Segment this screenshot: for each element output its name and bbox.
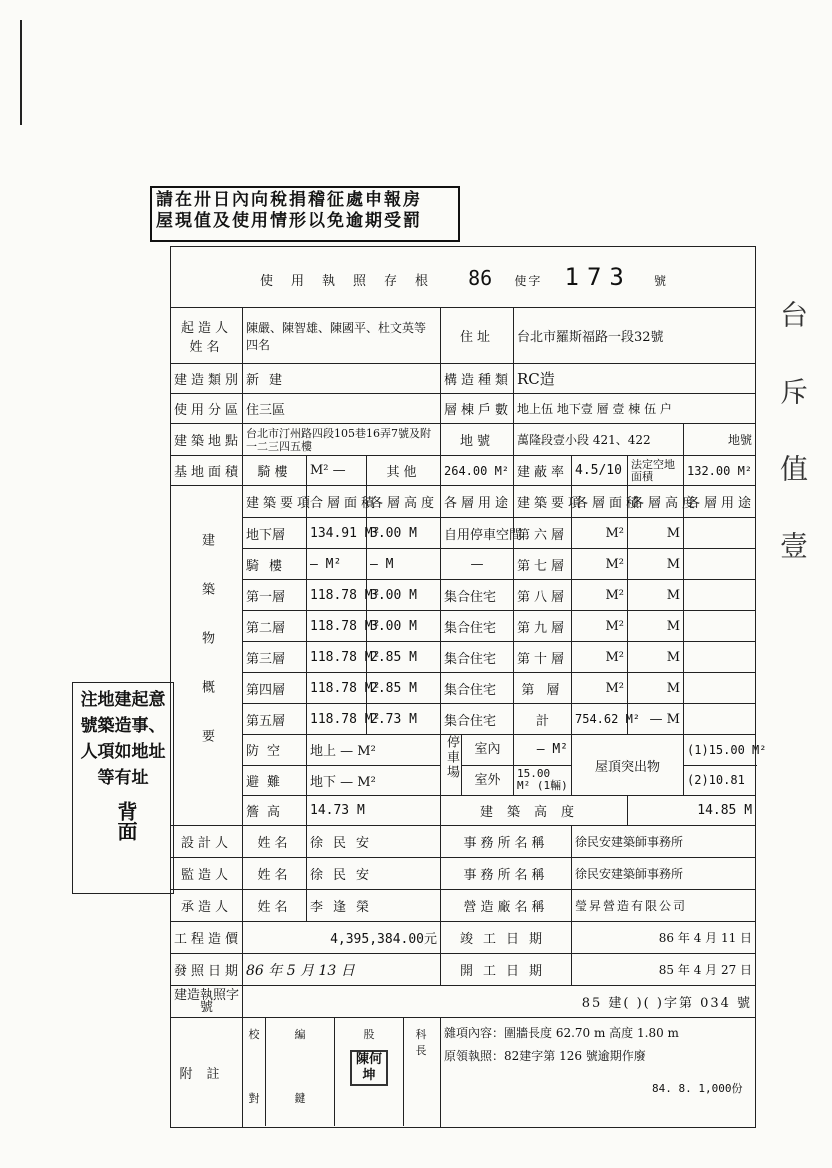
floor-use: 集合住宅 [441,704,514,735]
check-label: 校 [248,1028,260,1041]
coverage-value: 4.5/10 [572,456,628,486]
start-label: 開工日期 [441,954,572,986]
designer-office: 徐民安建築師事務所 [572,826,756,858]
contractor-name-label: 姓名 [243,890,307,922]
permit-value: 85 建( )( )字第 034 號 [243,986,756,1018]
side-note-back: 背面 [114,801,138,841]
floor-name-right: 第八層 [514,580,572,611]
shelter-label: 防空 [243,735,307,766]
floor-name: 第四層 [243,673,307,704]
floor-height: 2.85 M [367,642,441,673]
notes-line-1: 雜項內容：圍牆長度 62.70 m 高度 1.80 m [444,1026,679,1040]
cost-value: 4,395,384.00元 [243,922,441,954]
floor-area-right: M² [572,611,628,642]
floor-use: 集合住宅 [441,673,514,704]
notes-content [441,1018,756,1128]
outdoor-value: 15.00 M² (1輛) [514,765,572,796]
table-row [171,549,756,580]
building-summary-label [171,486,243,826]
floor-name: 第一層 [243,580,307,611]
lot-value: 萬隆段壹小段 421、422 [514,424,684,456]
designer-name: 徐民安 [307,826,441,858]
arcade-label: 騎樓 [243,456,307,486]
col-header-2: 合層面積 [307,486,367,518]
applicant-value: 陳嚴、陳智雄、陳國平、杜文英等四名 [243,308,441,364]
floor-area-right: M² [572,673,628,704]
floors-label: 層棟戶數 [441,394,514,424]
floor-use-right [684,673,756,704]
floor-area: 118.78 M² [307,642,367,673]
col-header-7: 各層高度 [628,486,684,518]
col-header-4: 各層用途 [441,486,514,518]
table-row [171,611,756,642]
approval-block [243,1018,441,1128]
section-label: 股 [363,1028,375,1041]
key-label: 鍵 [294,1092,306,1105]
contractor-name: 李逢榮 [307,890,441,922]
cost-label: 工程造價 [171,922,243,954]
table-row [171,642,756,673]
permit-label: 建造執照字號 [171,986,243,1018]
base-area-label: 基地面積 [171,456,243,486]
shelter-above: 地上 — M² [307,735,441,766]
notes-line-2: 原領執照：82建字第 126 號逾期作廢 [444,1049,646,1063]
floor-name: 地下層 [243,518,307,549]
issue-value: 86 年 5 月 13 日 [243,954,441,986]
complete-value: 86 年 4 月 11 日 [572,922,756,954]
applicant-label: 起造人姓名 [171,308,243,364]
parking-label [441,735,514,796]
col-header-8: 各層用途 [684,486,756,518]
floor-height-right: M [628,580,684,611]
indoor-value: — M² [514,735,572,766]
structure-value: RC造 [514,364,756,394]
lot-suffix: 地號 [684,424,756,456]
designer-office-label: 事務所名稱 [441,826,572,858]
site-label: 建築地點 [171,424,243,456]
supervisor-office: 徐民安建築師事務所 [572,858,756,890]
floor-name-right: 第 層 [514,673,572,704]
floor-area-right: M² [572,642,628,673]
floor-area: 134.91 M² [307,518,367,549]
side-note-text: 注地建起意號築造事、人項如地址等有址 [80,690,166,788]
floor-name: 騎樓 [243,549,307,580]
col-header-6: 各層面積 [572,486,628,518]
open-space-value: 132.00 M² [684,456,756,486]
zone-value: 住三區 [243,394,441,424]
title-cell [171,247,756,308]
other-label: 其他 [367,456,441,486]
build-type-label: 建造類別 [171,364,243,394]
building-height-label: 建築高度 [441,796,628,826]
notice-stamp [150,186,460,242]
notice-line-2: 屋現值及使用情形以免逾期受罰 [156,211,422,232]
complete-label: 竣工日期 [441,922,572,954]
floor-use: 集合住宅 [441,580,514,611]
floor-use-right [684,518,756,549]
eave-label: 簷高 [243,796,307,826]
floor-height: 3.00 M [367,580,441,611]
floor-name-right: 第九層 [514,611,572,642]
table-row [171,704,756,735]
coverage-label: 建蔽率 [514,456,572,486]
designer-name-label: 姓名 [243,826,307,858]
supervisor-label: 監造人 [171,858,243,890]
roof-value-1: (1)15.00 M² [684,735,756,766]
floor-area: — M² [307,549,367,580]
floor-height-right: M [628,611,684,642]
floor-height: — M [367,549,441,580]
floor-use: 集合住宅 [441,642,514,673]
floor-height: 3.00 M [367,518,441,549]
edit-label: 編 [294,1028,306,1041]
floor-name-right: 第六層 [514,518,572,549]
floor-use: 自用停車空間 [441,518,514,549]
eave-value: 14.73 M [307,796,441,826]
floor-area-right: M² [572,549,628,580]
col-header-1: 建築要項 [243,486,307,518]
indoor-label: 室內 [462,735,513,766]
floor-use-right [684,642,756,673]
floor-use-right [684,704,756,735]
building-height-value: 14.85 M [628,796,756,826]
roof-value-2: (2)10.81 [684,765,756,796]
supervisor-name: 徐民安 [307,858,441,890]
address-value: 台北市羅斯福路一段32號 [514,308,756,364]
floor-area: 118.78 M² [307,580,367,611]
contractor-office-label: 營造廠名稱 [441,890,572,922]
col-header-5: 建築要項 [514,486,572,518]
margin-scribble: 台 斥 值 壹 [776,300,809,579]
refuge-below: 地下 — M² [307,765,441,796]
margin-mark [20,20,22,125]
floor-height-right: M [628,642,684,673]
site-value: 台北市汀州路四段105巷16弄7號及附一二三四五樓 [243,424,441,456]
floor-height-right: M [628,518,684,549]
floor-area-right: 754.62 M² [572,704,628,735]
notes-label: 附註 [171,1018,243,1128]
designer-label: 設計人 [171,826,243,858]
contractor-office: 瑩昇營造有限公司 [572,890,756,922]
floor-height-right: — M [628,704,684,735]
floor-name: 第五層 [243,704,307,735]
chief-label: 科長 [415,1028,427,1057]
col-header-3: 各層高度 [367,486,441,518]
floor-name-right: 計 [514,704,572,735]
refuge-label: 避難 [243,765,307,796]
floor-name-right: 第十層 [514,642,572,673]
floor-name-right: 第七層 [514,549,572,580]
arcade-value: M² — [307,456,367,486]
roof-label: 屋頂突出物 [572,735,684,796]
start-value: 85 年 4 月 27 日 [572,954,756,986]
print-info: 84. 8. 1,000份 [652,1082,743,1095]
floors-value: 地上伍 地下壹 層 壹 棟 伍 户 [514,394,756,424]
open-space-label: 法定空地面積 [628,456,684,486]
side-note [72,682,174,894]
page-title: 使用執照存根 [259,274,446,289]
structure-label: 構造種類 [441,364,514,394]
outdoor-label: 室外 [474,773,501,788]
floor-area-right: M² [572,518,628,549]
permit-stub-table [170,246,767,1128]
contractor-label: 承造人 [171,890,243,922]
supervisor-name-label: 姓名 [243,858,307,890]
zi-label: 使字 [514,274,543,288]
supervisor-office-label: 事務所名稱 [441,858,572,890]
floor-height-right: M [628,673,684,704]
notice-line-1: 請在卅日內向稅捐稽征處申報房 [156,190,422,210]
chief-seal: 陳何坤 [350,1050,388,1086]
hao-label: 號 [654,274,667,288]
floor-use-right [684,580,756,611]
floor-use-right [684,611,756,642]
floor-area: 118.78 M² [307,704,367,735]
floor-height: 2.73 M [367,704,441,735]
zone-label: 使用分區 [171,394,243,424]
issue-label: 發照日期 [171,954,243,986]
permit-number: 173 [564,263,632,291]
floor-height: 3.00 M [367,611,441,642]
table-row [171,673,756,704]
parking-label-text: 停車場 [441,735,462,795]
building-summary-text: 建築物概要 [199,533,214,778]
other-value: 264.00 M² [441,456,514,486]
floor-name: 第二層 [243,611,307,642]
floor-use: 集合住宅 [441,611,514,642]
floor-area: 118.78 M² [307,611,367,642]
table-row [171,518,756,549]
approve-label: 對 [248,1092,260,1105]
floor-use-right [684,549,756,580]
floor-height: 2.85 M [367,673,441,704]
table-row [171,580,756,611]
address-label: 住址 [441,308,514,364]
floor-area: 118.78 M² [307,673,367,704]
build-type-value: 新建 [243,364,441,394]
floor-height-right: M [628,549,684,580]
year-prefix: 86 [468,266,493,290]
lot-label: 地號 [441,424,514,456]
floor-use: — [441,549,514,580]
floor-area-right: M² [572,580,628,611]
floor-name: 第三層 [243,642,307,673]
